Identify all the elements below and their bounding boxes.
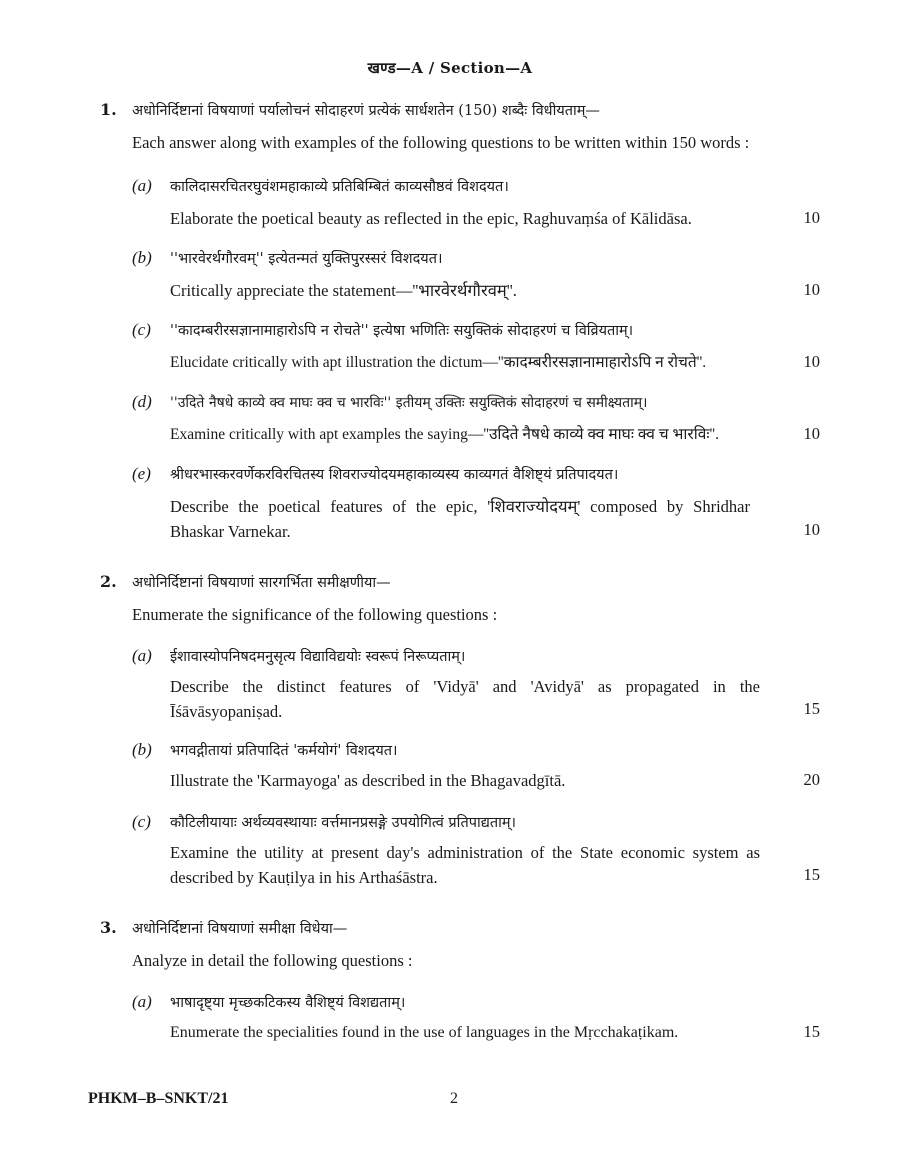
marks: 10 bbox=[803, 208, 820, 227]
marks: 10 bbox=[803, 424, 820, 443]
part-label: (c) bbox=[132, 812, 151, 831]
part-label: (a) bbox=[132, 992, 152, 1011]
question-instruction-sanskrit: अधोनिर्दिष्टानां विषयाणां समीक्षा विधेया— bbox=[132, 921, 348, 937]
part-english: Examine critically with apt examples the saying—''उदिते नैषधे काव्ये क्व माघः क्व च भारविः''. bbox=[170, 426, 719, 443]
part-label: (b) bbox=[132, 248, 152, 267]
question-number: 1. bbox=[100, 100, 117, 119]
section-title: खण्ड—A / Section—A bbox=[367, 59, 533, 77]
question-instruction-english: Each answer along with examples of the following questions to be written within 150 words : bbox=[132, 133, 750, 152]
part-sanskrit: ''कादम्बरीरसज्ञानामाहारोऽपि न रोचते'' इत्येषा भणितिः सयुक्तिकं सोदाहरणं च विव्रियताम्। bbox=[170, 323, 634, 339]
part-label: (e) bbox=[132, 464, 151, 483]
part-sanskrit: भगवद्गीतायां प्रतिपादितं 'कर्मयोगं' विशदयत। bbox=[170, 743, 398, 759]
part-sanskrit: श्रीधरभास्करवर्णेकरविरचितस्य शिवराज्योदयमहाकाव्यस्य काव्यगतं वैशिष्ट्यं प्रतिपादयत। bbox=[170, 467, 619, 483]
question-number: 2. bbox=[100, 572, 117, 591]
part-label: (b) bbox=[132, 740, 152, 759]
part-english: Examine the utility at present day's administration of the State economic system as described by Kauṭilya in his Arthaśāstra. bbox=[170, 843, 760, 887]
page-number: 2 bbox=[450, 1090, 458, 1107]
part-label: (a) bbox=[132, 176, 152, 195]
part-english: Describe the poetical features of the epic, 'शिवराज्योदयम्' composed by Shridhar Bhaskar Varnekar. bbox=[170, 497, 750, 541]
part-english: Elaborate the poetical beauty as reflected in the epic, Raghuvaṃśa of Kālidāsa. bbox=[170, 209, 692, 228]
marks: 10 bbox=[803, 280, 820, 299]
part-english: Elucidate critically with apt illustration the dictum—''कादम्बरीरसज्ञानामाहारोऽपि न रोचते''. bbox=[170, 354, 707, 371]
part-english: Critically appreciate the statement—''भारवेरर्थगौरवम्''. bbox=[170, 281, 517, 300]
part-sanskrit: ''भारवेरर्थगौरवम्'' इत्येतन्मतं युक्तिपुरस्सरं विशदयत। bbox=[170, 251, 443, 267]
part-sanskrit: कालिदासरचितरघुवंशमहाकाव्ये प्रतिबिम्बितं काव्यसौष्ठवं विशदयत। bbox=[170, 179, 509, 195]
part-english: Describe the distinct features of 'Vidyā' and 'Avidyā' as propagated in the Īśāvāsyopaniṣad. bbox=[170, 677, 760, 721]
part-english: Illustrate the 'Karmayoga' as described in the Bhagavadgītā. bbox=[170, 771, 566, 790]
part-label: (a) bbox=[132, 646, 152, 665]
part-label: (d) bbox=[132, 392, 152, 411]
part-sanskrit: कौटिलीयायाः अर्थव्यवस्थायाः वर्त्तमानप्रसङ्गे उपयोगित्वं प्रतिपाद्यताम्। bbox=[170, 815, 517, 831]
marks: 10 bbox=[803, 352, 820, 371]
part-sanskrit: ''उदिते नैषधे काव्ये क्व माघः क्व च भारविः'' इतीयम् उक्तिः सयुक्तिकं सोदाहरणं च समीक्ष्यताम्। bbox=[170, 395, 648, 411]
question-number: 3. bbox=[100, 918, 117, 937]
question-instruction-english: Enumerate the significance of the following questions : bbox=[132, 605, 498, 624]
marks: 15 bbox=[803, 865, 820, 884]
question-instruction-sanskrit: अधोनिर्दिष्टानां विषयाणां सारगर्भिता समीक्षणीया— bbox=[132, 575, 391, 591]
paper-code: PHKM–B–SNKT/21 bbox=[88, 1090, 229, 1107]
question-instruction-sanskrit: अधोनिर्दिष्टानां विषयाणां पर्यालोचनं सोदाहरणं प्रत्येकं सार्धशतेन (150) शब्दैः विधीयताम्— bbox=[132, 103, 600, 119]
marks: 10 bbox=[803, 520, 820, 539]
question-instruction-english: Analyze in detail the following questions : bbox=[132, 951, 413, 970]
marks: 15 bbox=[803, 699, 820, 718]
marks: 15 bbox=[803, 1022, 820, 1041]
part-sanskrit: ईशावास्योपनिषदमनुसृत्य विद्याविद्ययोः स्वरूपं निरूप्यताम्। bbox=[170, 649, 466, 665]
part-english: Enumerate the specialities found in the use of languages in the Mṛcchakaṭikam. bbox=[170, 1024, 679, 1041]
part-sanskrit: भाषादृष्ट्या मृच्छकटिकस्य वैशिष्ट्यं विशद्यताम्। bbox=[170, 995, 406, 1011]
part-label: (c) bbox=[132, 320, 151, 339]
marks: 20 bbox=[803, 770, 820, 789]
